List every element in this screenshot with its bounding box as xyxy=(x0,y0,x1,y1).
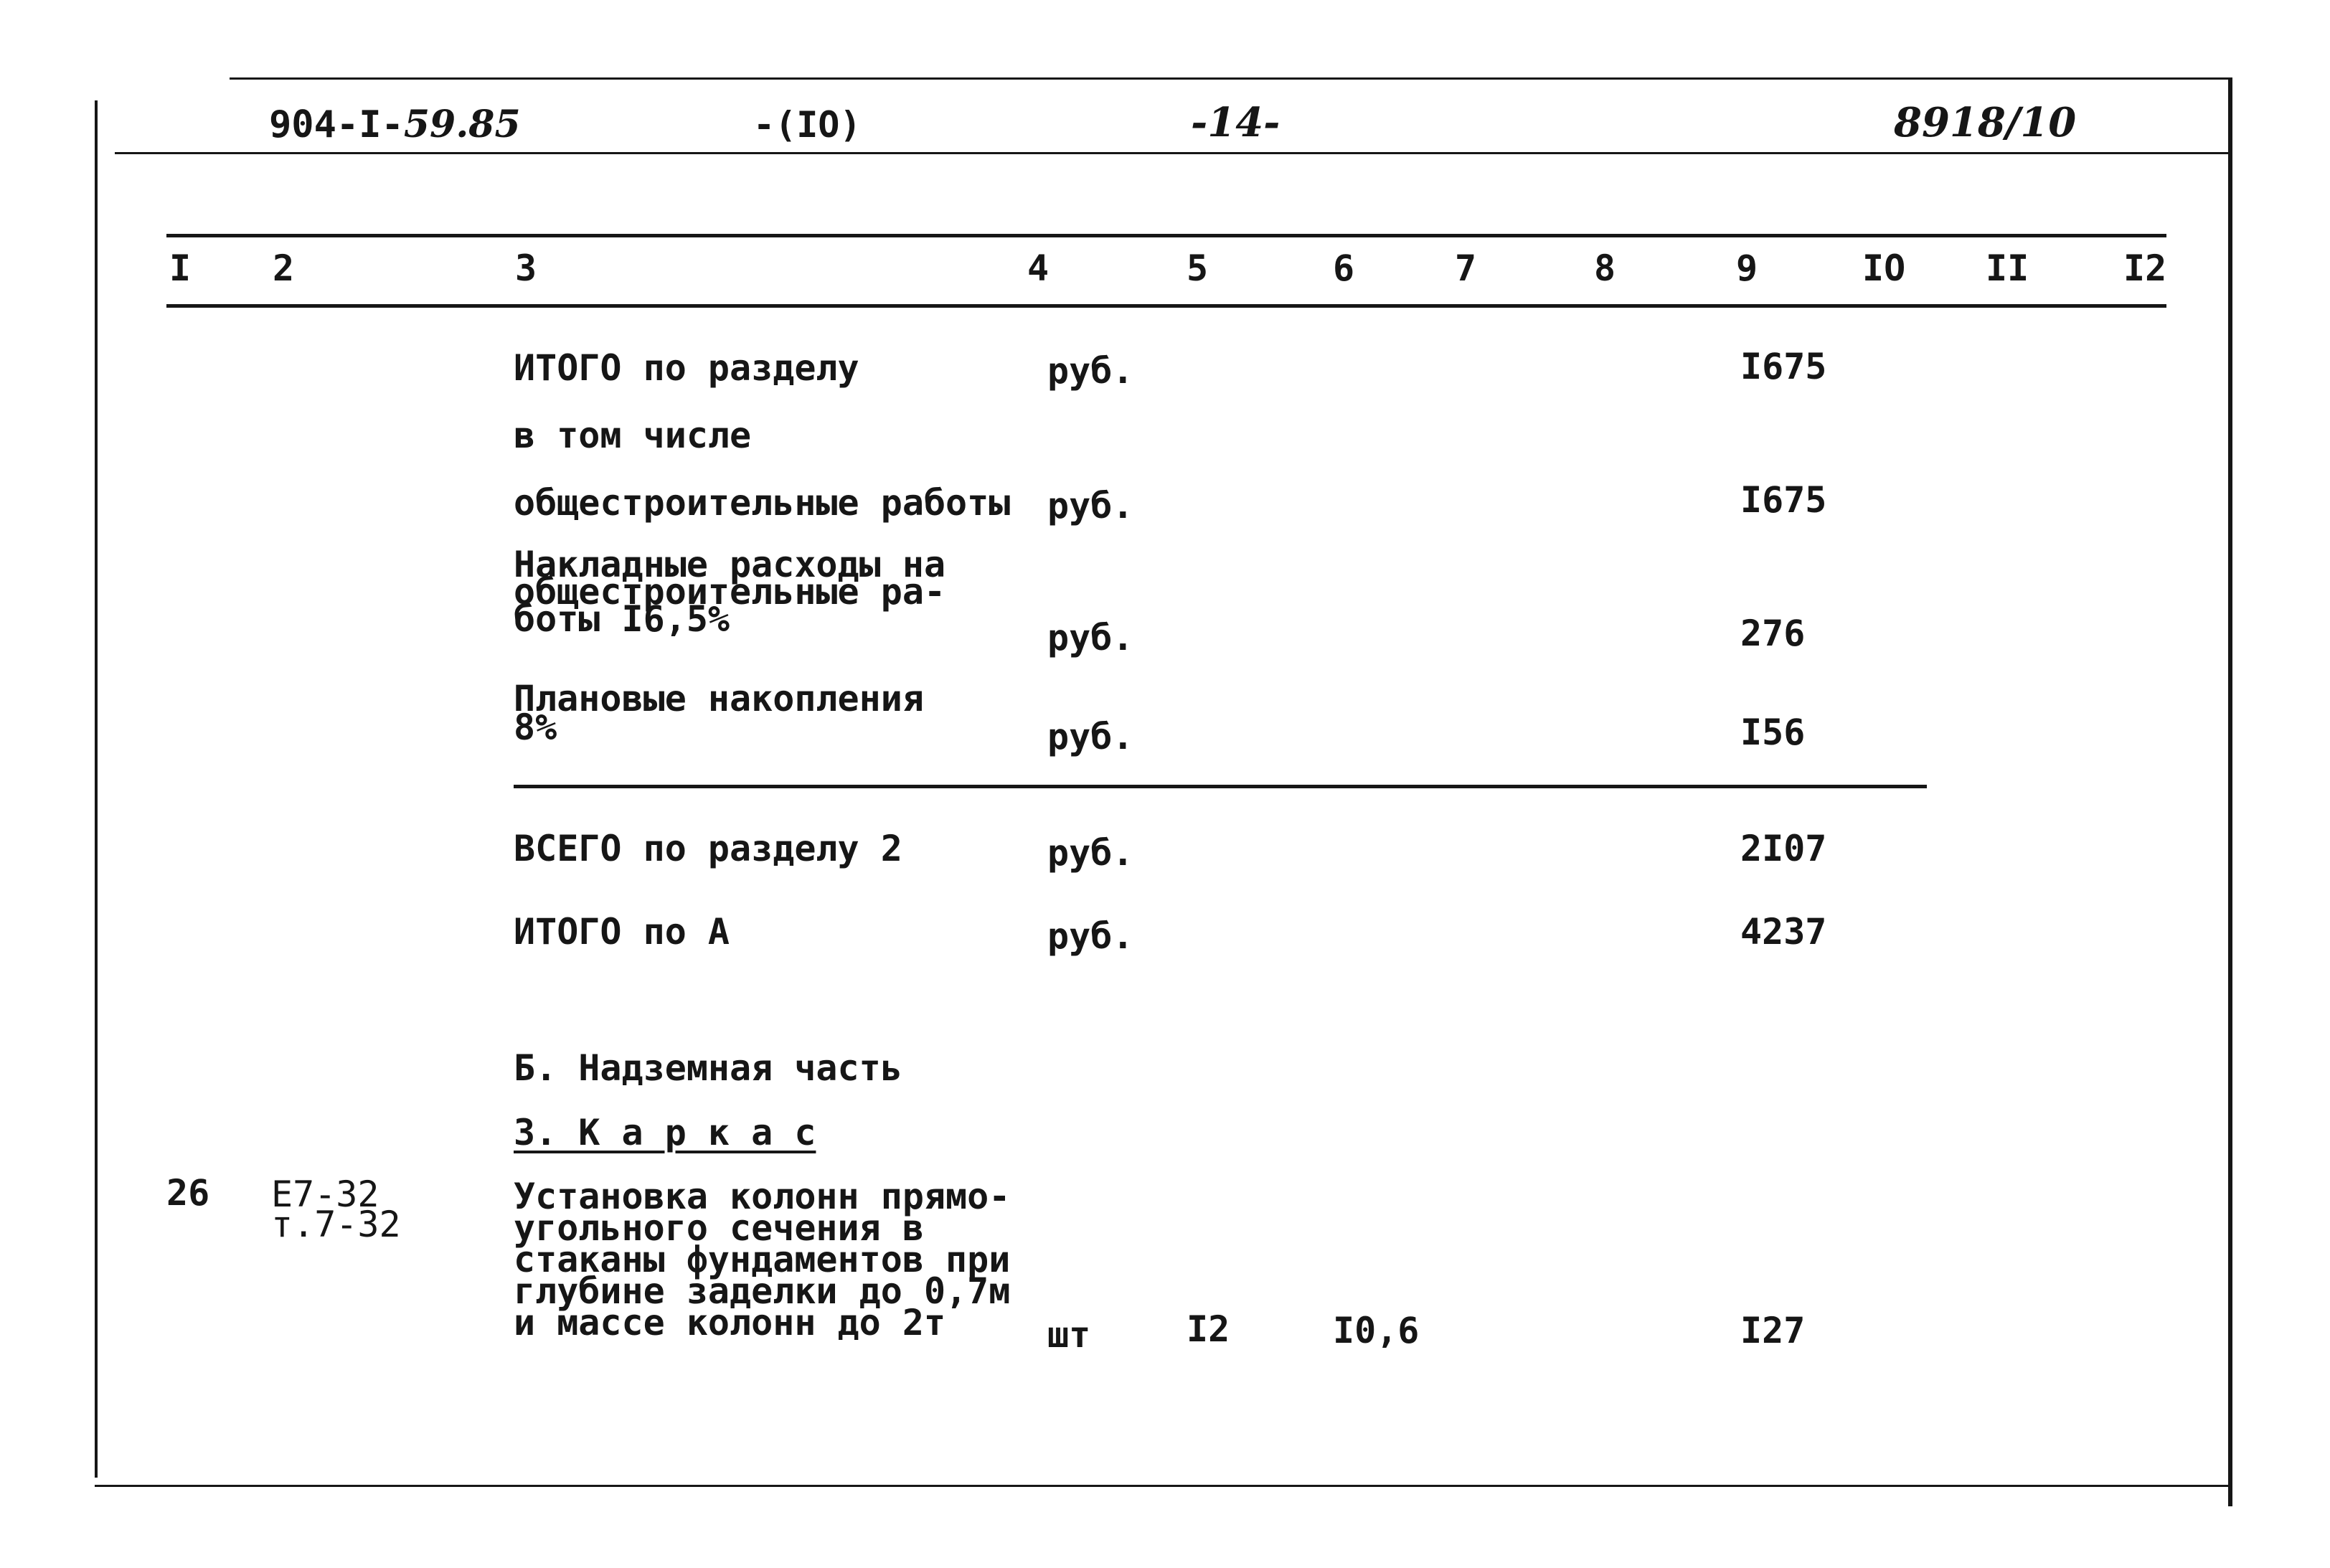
frame-top-border xyxy=(230,77,2231,80)
row-name: в том числе xyxy=(514,415,752,456)
row-total: I675 xyxy=(1740,479,1827,521)
column-header-5: 5 xyxy=(1187,247,1209,289)
column-header-6: 6 xyxy=(1333,247,1355,289)
column-header-3: 3 xyxy=(515,247,537,289)
row-code: Е7-32 т.7-32 xyxy=(271,1173,401,1245)
column-header-bottom-rule xyxy=(166,304,2166,308)
column-header-12: I2 xyxy=(2123,247,2167,289)
row-total: I56 xyxy=(1740,712,1806,753)
column-header-4: 4 xyxy=(1027,247,1050,289)
row-unit: шт xyxy=(1047,1314,1091,1356)
row-name: ВСЕГО по разделу 2 xyxy=(514,828,902,869)
row-number: 26 xyxy=(166,1172,210,1214)
column-header-2: 2 xyxy=(273,247,295,289)
column-header-top-rule xyxy=(166,234,2166,237)
section-total-rule xyxy=(514,785,1927,788)
row-name: ИТОГО по разделу xyxy=(514,347,859,389)
row-name: общестроительные работы xyxy=(514,482,1011,524)
row-name: Накладные расходы на общестроительные ра- боты I6,5% xyxy=(514,544,946,640)
row-quantity: I2 xyxy=(1187,1308,1230,1350)
row-name: ИТОГО по А xyxy=(514,911,730,953)
row-total: 2I07 xyxy=(1740,828,1827,869)
row-name: Плановые накопления 8% xyxy=(514,678,924,748)
row-unit: руб. xyxy=(1047,485,1134,526)
section-ref: -(IO) xyxy=(753,104,862,146)
row-name: Б. Надземная часть xyxy=(514,1047,902,1089)
doc-code-suffix: 59.85 xyxy=(403,103,521,146)
row-unit: руб. xyxy=(1047,832,1134,874)
column-header-7: 7 xyxy=(1455,247,1477,289)
row-name: Установка колонн прямо- угольного сечения в стаканы фундаментов при глубине заделки до 0,7м и массе колонн до 2т xyxy=(514,1176,1011,1343)
frame-left-border xyxy=(95,100,98,1478)
row-unit: руб. xyxy=(1047,350,1134,392)
doc-code-prefix: 904-I- xyxy=(269,103,404,146)
row-unit: руб. xyxy=(1047,617,1134,658)
row-name: 3. К а р к а с xyxy=(514,1112,816,1153)
row-total: 4237 xyxy=(1740,911,1827,953)
row-total: I27 xyxy=(1740,1310,1806,1351)
frame-right-border xyxy=(2228,77,2232,1506)
column-header-9: 9 xyxy=(1736,247,1758,289)
header-rule xyxy=(115,152,2228,154)
row-total: I675 xyxy=(1740,346,1827,387)
row-unit: руб. xyxy=(1047,716,1134,757)
row-price: I0,6 xyxy=(1333,1310,1420,1351)
column-header-10: IO xyxy=(1862,247,1906,289)
column-header-1: I xyxy=(169,247,192,289)
column-header-11: II xyxy=(1986,247,2029,289)
frame-bottom-border xyxy=(95,1485,2231,1487)
column-header-8: 8 xyxy=(1594,247,1616,289)
page-number: -14- xyxy=(1191,99,1280,146)
row-total: 276 xyxy=(1740,613,1806,654)
doc-code xyxy=(269,103,521,146)
row-unit: руб. xyxy=(1047,915,1134,957)
archive-number: 8918/10 xyxy=(1894,99,2077,146)
